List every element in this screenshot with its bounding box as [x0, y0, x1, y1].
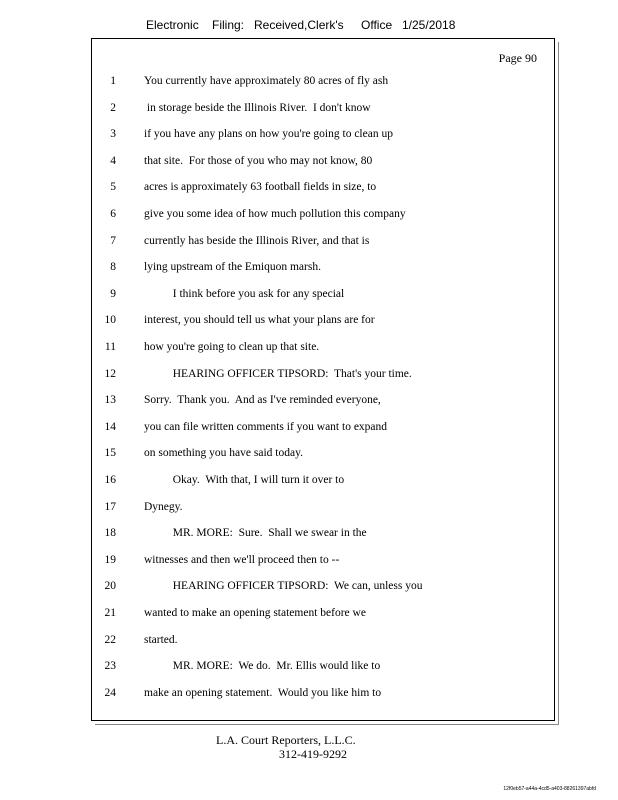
transcript-line — [92, 288, 556, 306]
document-hash: 12f0eb57-a44a-4cd5-a403-88261397abfd — [503, 786, 596, 792]
line-number: 24 — [104, 686, 116, 699]
transcript-line — [92, 660, 556, 678]
transcript-line — [92, 634, 556, 652]
line-number: 6 — [110, 208, 116, 220]
header-date: 1/25/2018 — [402, 18, 456, 32]
header-office: Office — [361, 18, 393, 32]
transcript-line — [92, 181, 556, 199]
line-text: interest, you should tell us what your plans are for — [144, 314, 375, 327]
line-text: I think before you ask for any special — [144, 287, 345, 300]
transcript-line — [92, 102, 556, 120]
line-number: 7 — [110, 234, 116, 247]
line-number: 5 — [110, 181, 116, 194]
transcript-page — [91, 38, 555, 721]
reporter-company: L.A. Court Reporters, L.L.C. — [216, 733, 356, 747]
line-text: HEARING OFFICER TIPSORD: That's your time. — [144, 367, 412, 380]
line-text: You currently have approximately 80 acres of fly ash — [144, 75, 389, 87]
transcript-line — [92, 580, 556, 598]
line-number: 17 — [104, 500, 116, 513]
reporter-phone: 312-419-9292 — [279, 747, 347, 761]
line-text: that site. For those of you who may not know, 80 — [144, 154, 373, 167]
transcript-line — [92, 474, 556, 492]
line-number: 10 — [104, 314, 116, 327]
line-text: give you some idea of how much pollution this company — [144, 208, 406, 220]
line-number: 22 — [104, 633, 116, 646]
line-text: started. — [144, 633, 178, 646]
line-number: 23 — [104, 660, 116, 673]
line-number: 14 — [104, 420, 116, 433]
transcript-line — [92, 554, 556, 572]
transcript-line — [92, 687, 556, 705]
header-received-clerks: Received,Clerk's — [254, 18, 344, 32]
line-text: acres is approximately 63 football fields in size, to — [144, 181, 377, 194]
transcript-line — [92, 607, 556, 625]
line-number: 11 — [104, 341, 116, 353]
line-text: Dynegy. — [144, 500, 183, 513]
line-number: 1 — [110, 75, 116, 87]
line-number: 21 — [104, 607, 116, 619]
transcript-line — [92, 501, 556, 519]
page-number: Page 90 — [498, 51, 537, 65]
transcript-line — [92, 155, 556, 173]
line-text: MR. MORE: We do. Mr. Ellis would like to — [144, 660, 381, 673]
transcript-line — [92, 128, 556, 146]
transcript-line — [92, 394, 556, 412]
transcript-line — [92, 368, 556, 386]
transcript-line — [92, 421, 556, 439]
line-number: 13 — [104, 394, 116, 407]
transcript-line — [92, 261, 556, 279]
line-number: 4 — [110, 154, 116, 167]
filing-header — [0, 18, 618, 38]
line-text: lying upstream of the Emiquon marsh. — [144, 261, 321, 274]
line-text: Okay. With that, I will turn it over to — [144, 474, 345, 486]
line-number: 15 — [104, 447, 116, 460]
line-text: MR. MORE: Sure. Shall we swear in the — [144, 527, 367, 540]
transcript-line — [92, 527, 556, 545]
transcript-line — [92, 314, 556, 332]
line-text: on something you have said today. — [144, 447, 303, 460]
line-text: wanted to make an opening statement before we — [144, 607, 366, 619]
line-number: 12 — [104, 367, 116, 380]
line-number: 20 — [104, 580, 116, 593]
line-number: 9 — [110, 287, 116, 300]
transcript-line — [92, 447, 556, 465]
header-electronic: Electronic — [146, 18, 199, 32]
line-text: currently has beside the Illinois River, and that is — [144, 234, 370, 247]
transcript-line — [92, 208, 556, 226]
line-text: HEARING OFFICER TIPSORD: We can, unless you — [144, 580, 423, 593]
line-text: if you have any plans on how you're going to clean up — [144, 128, 393, 141]
line-text: Sorry. Thank you. And as I've reminded everyone, — [144, 394, 381, 407]
line-text: how you're going to clean up that site. — [144, 341, 320, 353]
transcript-line — [92, 75, 556, 93]
line-text: witnesses and then we'll proceed then to -- — [144, 553, 340, 566]
line-number: 16 — [104, 474, 116, 486]
line-number: 3 — [110, 128, 116, 141]
line-number: 18 — [104, 527, 116, 540]
transcript-line — [92, 341, 556, 359]
line-text: you can file written comments if you want to expand — [144, 420, 388, 433]
line-text: make an opening statement. Would you like him to — [144, 686, 382, 699]
line-number: 2 — [110, 101, 116, 114]
transcript-line — [92, 235, 556, 253]
line-text: in storage beside the Illinois River. I don't know — [144, 101, 371, 114]
line-number: 8 — [110, 261, 116, 274]
line-number: 19 — [104, 553, 116, 566]
header-filing: Filing: — [212, 18, 245, 32]
